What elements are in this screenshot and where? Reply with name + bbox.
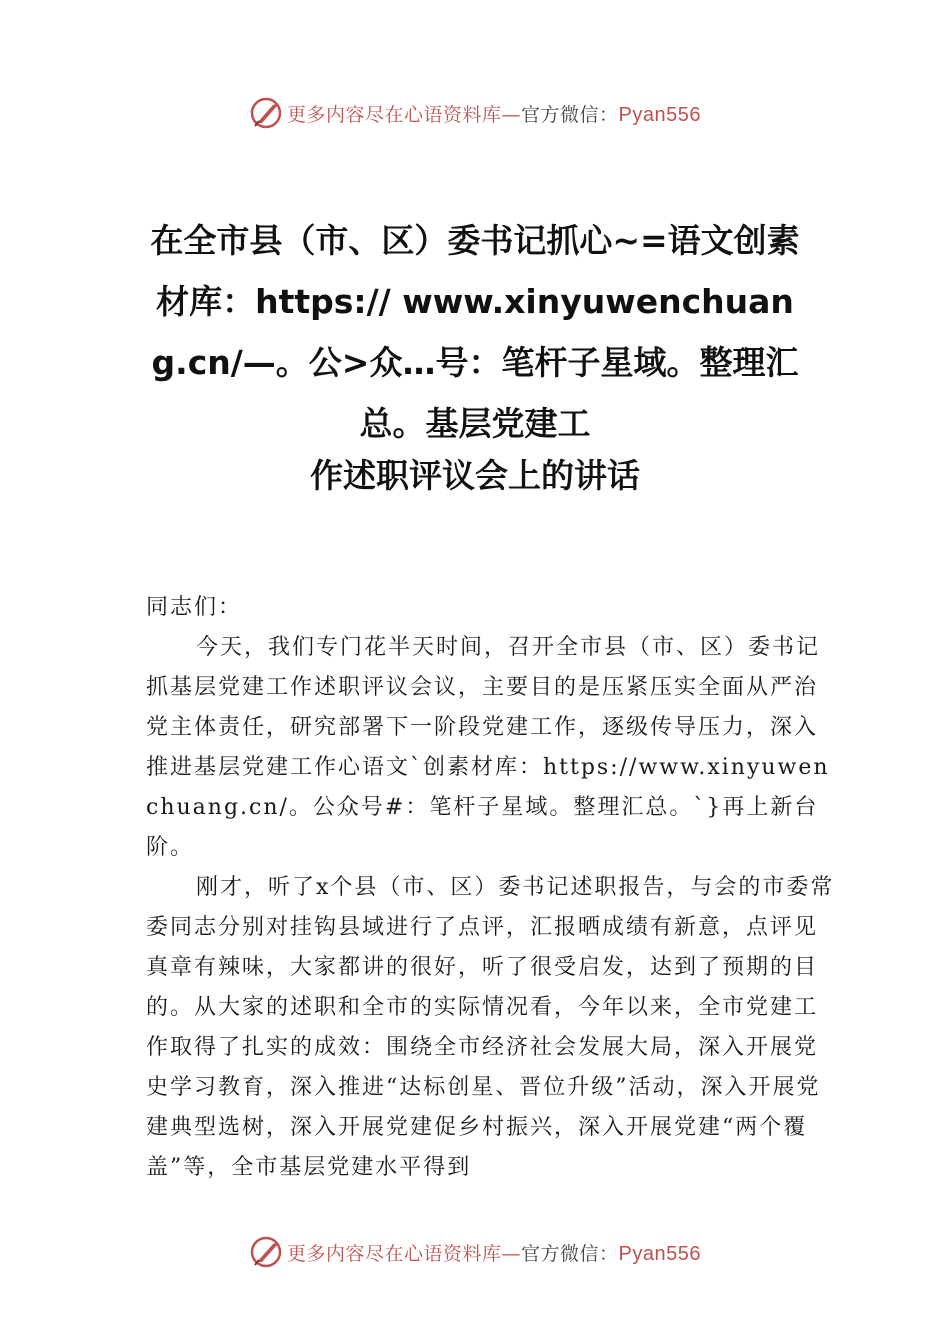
salutation: 同志们： [146, 595, 243, 620]
header-banner [0, 93, 950, 133]
body-paragraph-2: 刚才，听了x个县（市、区）委书记述职报告，与会的市委常委同志分别对挂钩县域进行了点评，汇报晒成绩有新意，点评见真章有辣味，大家都讲的很好，听了很受启发，达到了预期的目的。从大家的述职和全市的实际情况看，今年以来，全市党建工作取得了扎实的成效：围绕全市经济社会发展大局，深入开展党史学习教育，深入推进“达标创星、晋位升级”活动，深入开展党建典型选树，深入开展党建促乡村振兴，深入开展党建“两个覆盖”等，全市基层党建水平得到 [146, 875, 835, 1180]
document-subtitle: 作述职评议会上的讲话 [310, 456, 640, 495]
quill-pen-logo-icon [249, 1235, 283, 1269]
document-title-block [140, 210, 810, 498]
header-banner-wx-id: Pyan556 [618, 103, 701, 126]
header-banner-text [287, 100, 701, 127]
footer-banner-main: 更多内容尽在心语资料库— [287, 1242, 522, 1265]
header-banner-wx-label: 官方微信： [521, 103, 619, 126]
document-body [146, 588, 836, 1188]
document-title: 在全市县（市、区）委书记抓心~=语文创素材库：https:// www.xinyuwenchuang.cn/—。公>众…号：笔杆子星域。整理汇总。基层党建工 [150, 221, 800, 443]
body-paragraph-1: 今天，我们专门花半天时间，召开全市县（市、区）委书记抓基层党建工作述职评议会议，主要目的是压紧压实全面从严治党主体责任，研究部署下一阶段党建工作，逐级传导压力，深入推进基层党建工作心语文`创素材库：https://www.xinyuwenchuang.cn/。公众号#：笔杆子星域。整理汇总。`}再上新台阶。 [146, 635, 830, 860]
footer-banner-wx-id: Pyan556 [618, 1242, 701, 1265]
header-banner-main: 更多内容尽在心语资料库— [287, 103, 522, 126]
footer-banner [0, 1232, 950, 1272]
footer-banner-wx-label: 官方微信： [521, 1242, 619, 1265]
footer-banner-text [287, 1239, 701, 1266]
quill-pen-logo-icon [249, 96, 283, 130]
